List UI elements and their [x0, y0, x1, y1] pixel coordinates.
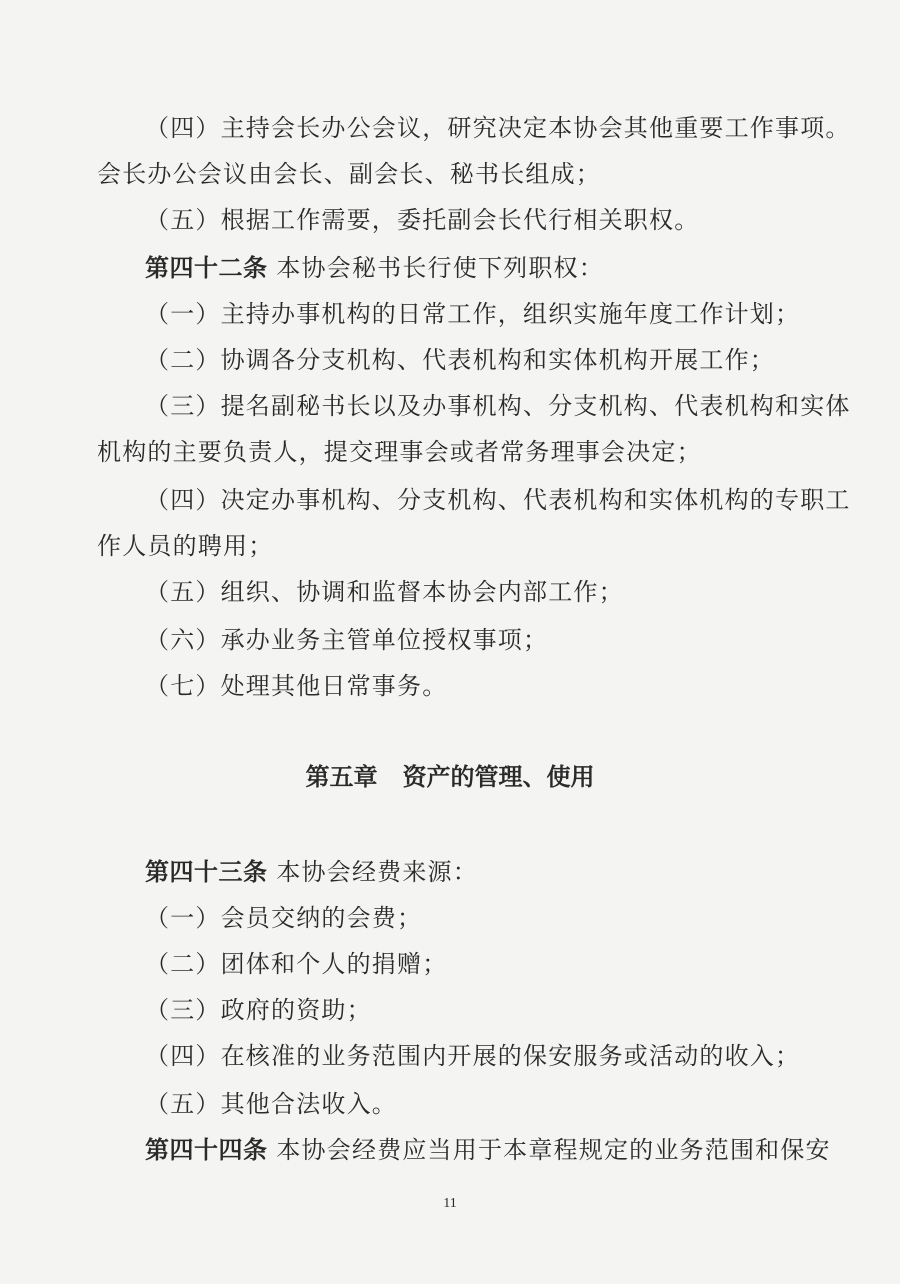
paragraph-line: （七）处理其他日常事务。 [145, 672, 448, 700]
article-44 [145, 1135, 831, 1165]
paragraph-line: （三）提名副秘书长以及办事机构、分支机构、代表机构和实体 [145, 392, 851, 420]
article-text: 本协会秘书长行使下列职权： [276, 254, 604, 282]
article-text: 本协会经费应当用于本章程规定的业务范围和保安 [276, 1136, 831, 1164]
paragraph-line: （五）其他合法收入。 [145, 1090, 397, 1118]
paragraph-line: （二）协调各分支机构、代表机构和实体机构开展工作； [145, 346, 775, 374]
chapter-title: 第五章 资产的管理、使用 [305, 763, 595, 791]
paragraph-line: （五）根据工作需要，委托副会长代行相关职权。 [145, 206, 700, 234]
article-number: 第四十四条 [145, 1136, 268, 1164]
paragraph-line: （四）在核准的业务范围内开展的保安服务或活动的收入； [145, 1042, 801, 1070]
article-text: 本协会经费来源： [276, 858, 478, 886]
paragraph-line: 会长办公会议由会长、副会长、秘书长组成； [97, 160, 601, 188]
page-number: 11 [443, 1196, 457, 1211]
paragraph-line: （三）政府的资助； [145, 996, 372, 1024]
article-43 [145, 857, 478, 887]
paragraph-line: （四）决定办事机构、分支机构、代表机构和实体机构的专职工 [145, 486, 851, 514]
paragraph-line: （六）承办业务主管单位授权事项； [145, 626, 549, 654]
paragraph-line: （二）团体和个人的捐赠； [145, 950, 448, 978]
article-number: 第四十三条 [145, 858, 268, 886]
paragraph-line: （一）会员交纳的会费； [145, 904, 423, 932]
paragraph-line: （四）主持会长办公会议，研究决定本协会其他重要工作事项。 [145, 114, 851, 142]
article-42 [145, 253, 604, 283]
paragraph-line: （一）主持办事机构的日常工作，组织实施年度工作计划； [145, 300, 801, 328]
paragraph-line: 机构的主要负责人，提交理事会或者常务理事会决定； [97, 438, 702, 466]
paragraph-line: 作人员的聘用； [97, 532, 274, 560]
article-number: 第四十二条 [145, 254, 268, 282]
paragraph-line: （五）组织、协调和监督本协会内部工作； [145, 578, 624, 606]
